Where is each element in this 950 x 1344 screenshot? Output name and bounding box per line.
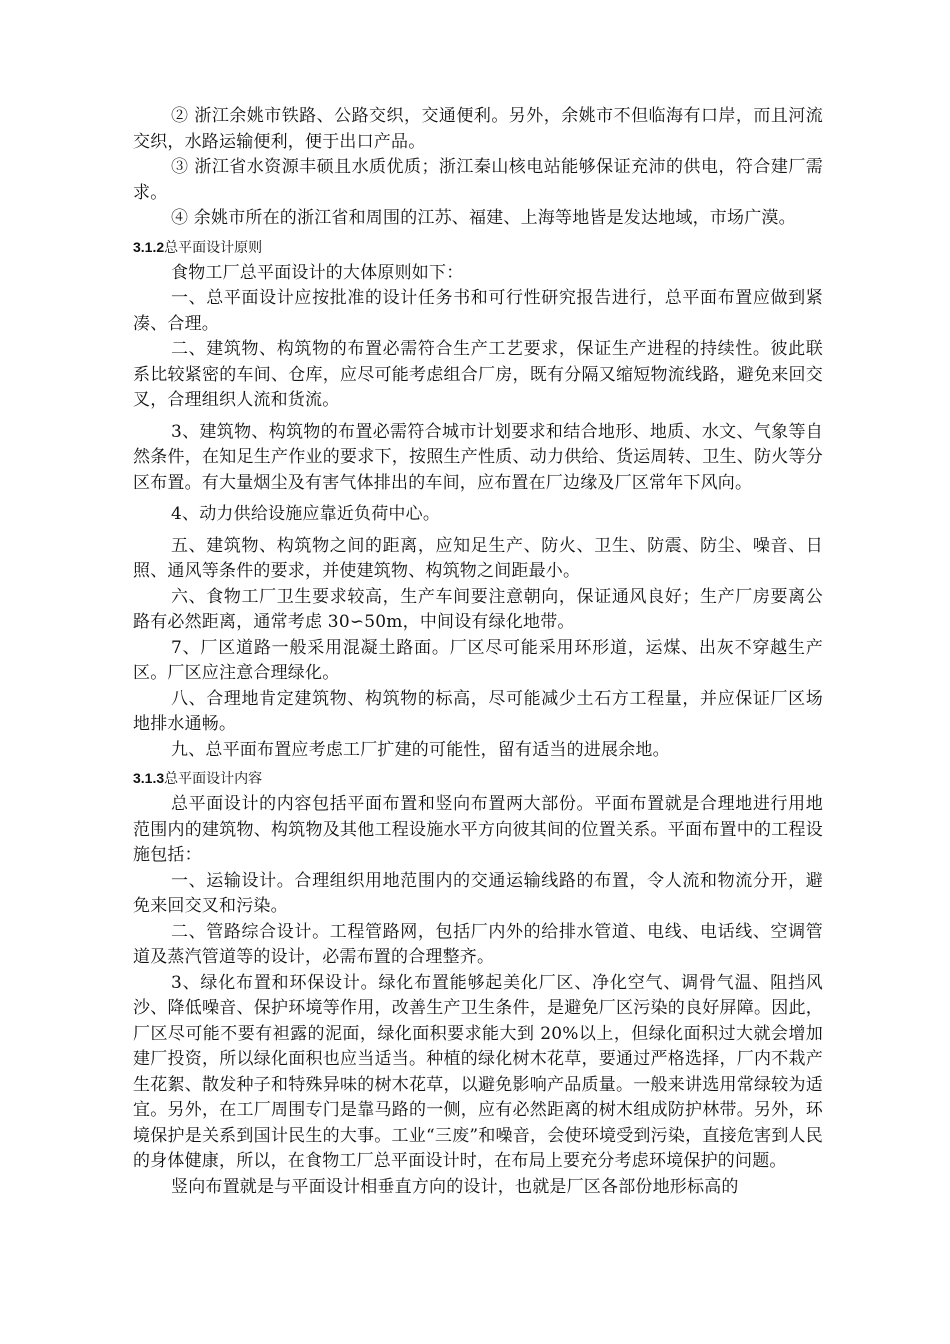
- content-item-3: 3、绿化布置和环保设计。绿化布置能够起美化厂区、净化空气、调骨气温、阻挡风沙、降低噪音、保护环境等作用，改善生产卫生条件，是避免厂区污染的良好屏障。因此，厂区尽可能不要有袒露的泥面，绿化面积要求能大到 20%以上，但绿化面积过大就会增加建厂投资，所以绿化面积也应当适当。种植的绿化树木花草，要通过严格选择，厂内不栽产生花絮、散发种子和特殊异味的树木花草，以避免影响产品质量。一般来讲选用常绿较为适宜。另外，在工厂周围专门是靠马路的一侧，应有必然距离的树木组成防护林带。另外，环境保护是关系到国计民生的大事。工业“三废”和噪音，会使环境受到污染，直接危害到人民的身体健康，所以，在食物工厂总平面设计时，在布局上要充分考虑环境保护的问题。: [133, 972, 823, 1171]
- content-intro: 总平面设计的内容包括平面布置和竖向布置两大部份。平面布置就是合理地进行用地范围内的建筑物、构筑物及其他工程设施水平方向彼其间的位置关系。平面布置中的工程设施包括：: [133, 794, 823, 865]
- section-title: 总平面设计内容: [164, 771, 263, 787]
- principle-9: 九、总平面布置应考虑工厂扩建的可能性，留有适当的进展余地。: [171, 739, 670, 760]
- principle-1: 一、总平面设计应按批准的设计任务书和可行性研究报告进行，总平面布置应做到紧凑、合理。: [133, 288, 823, 334]
- content-item-2: 二、管路综合设计。工程管路网，包括厂内外的给排水管道、电线、电话线、空调管道及蒸汽管道等的设计，必需布置的合理整齐。: [133, 921, 823, 967]
- section-heading-3-1-3: [133, 765, 823, 792]
- paragraph-item-4: ④ 余姚市所在的浙江省和周围的江苏、福建、上海等地皆是发达地域，市场广漠。: [171, 208, 796, 228]
- content-vertical-layout: 竖向布置就是与平面设计相垂直方向的设计，也就是厂区各部份地形标高的: [171, 1176, 739, 1197]
- section-number: 3.1.3: [133, 770, 165, 786]
- principle-8: 八、合理地肯定建筑物、构筑物的标高，尽可能减少土石方工程量，并应保证厂区场地排水通畅。: [133, 688, 823, 734]
- principle-2: 二、建筑物、构筑物的布置必需符合生产工艺要求，保证生产进程的持续性。彼此联系比较紧密的车间、仓库，应尽可能考虑组合厂房，既有分隔又缩短物流线路，避免来回交叉，合理组织人流和货流。: [133, 339, 823, 410]
- paragraph-item-3: ③ 浙江省水资源丰硕且水质优质；浙江秦山核电站能够保证充沛的供电，符合建厂需求。: [133, 157, 823, 203]
- principle-4: 4、动力供给设施应靠近负荷中心。: [171, 504, 441, 524]
- principle-3: 3、建筑物、构筑物的布置必需符合城市计划要求和结合地形、地质、水文、气象等自然条件，在知足生产作业的要求下，按照生产性质、动力供给、货运周转、卫生、防火等分区布置。有大量烟尘及有害气体排出的车间，应布置在厂边缘及厂区常年下风向。: [133, 421, 823, 493]
- section-number: 3.1.2: [133, 238, 165, 255]
- principle-7: 7、厂区道路一般采用混凝土路面。厂区尽可能采用环形道，运煤、出灰不穿越生产区。厂区应注意合理绿化。: [133, 637, 823, 683]
- paragraph-item-2: ② 浙江余姚市铁路、公路交织，交通便利。另外，余姚市不但临海有口岸，而且河流交织，水路运输便利，便于出口产品。: [133, 106, 823, 152]
- principle-5: 五、建筑物、构筑物之间的距离，应知足生产、防火、卫生、防震、防尘、噪音、日照、通风等条件的要求，并使建筑物、构筑物之间距最小。: [133, 535, 823, 581]
- paragraph-intro: 食物工厂总平面设计的大体原则如下：: [171, 262, 464, 283]
- principle-6: 六、食物工厂卫生要求较高，生产车间要注意朝向，保证通风良好；生产厂房要离公路有必然距离，通常考虑 30∽50m，中间设有绿化地带。: [133, 586, 823, 632]
- document-page: [133, 104, 823, 1200]
- section-title: 总平面设计原则: [164, 239, 263, 256]
- section-heading-3-1-2: [133, 234, 823, 261]
- content-item-1: 一、运输设计。合理组织用地范围内的交通运输线路的布置，令人流和物流分开，避免来回交叉和污染。: [133, 870, 823, 916]
